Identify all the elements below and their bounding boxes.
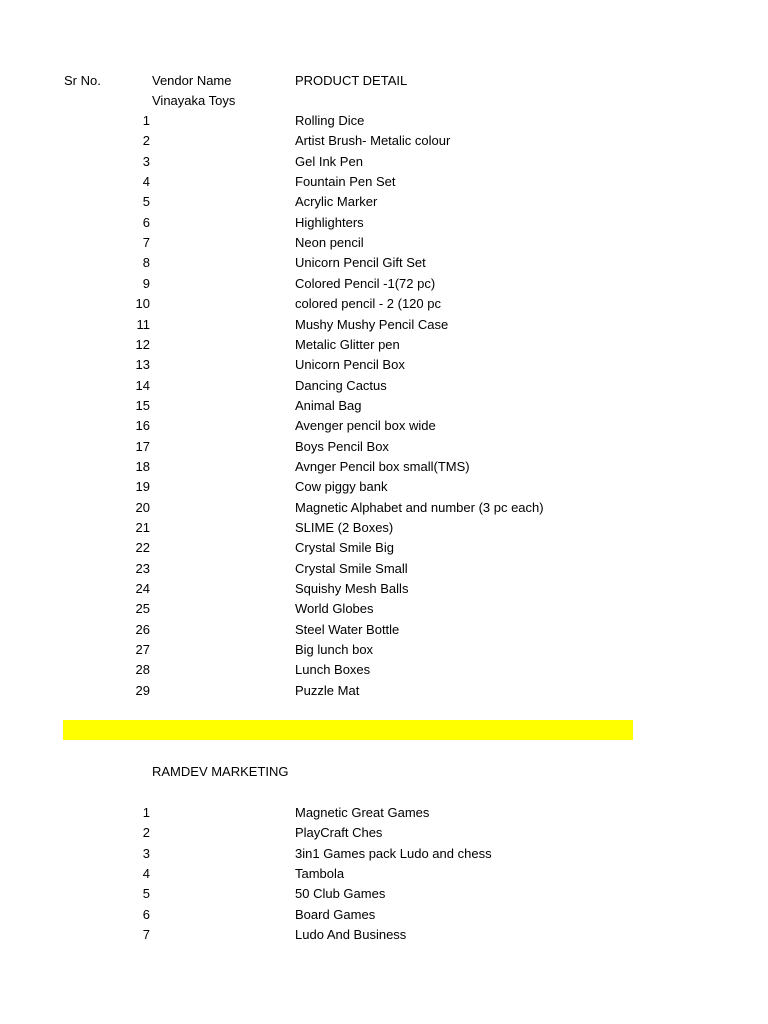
product-name: Unicorn Pencil Gift Set [295,255,426,271]
row-number: 6 [142,906,150,922]
table-row [0,274,768,294]
row-number: 17 [135,438,150,454]
vendor-row-vinayaka [0,91,768,111]
row-number: 2 [142,825,150,841]
table-row [0,294,768,314]
vendor-name: RAMDEV MARKETING [152,764,289,779]
row-number: 16 [135,418,150,434]
table-row [0,396,768,416]
table-row [0,437,768,457]
product-name: Puzzle Mat [295,682,360,698]
product-name: Board Games [295,906,376,922]
row-number: 26 [135,621,150,637]
product-name: Crystal Smile Small [295,560,408,576]
table-row [0,213,768,233]
table-row [0,660,768,680]
row-number: 28 [135,662,150,678]
product-name: Squishy Mesh Balls [295,581,409,597]
table-row [0,640,768,660]
table-row [0,823,768,843]
product-name: Colored Pencil -1(72 pc) [295,275,436,291]
table-row [0,457,768,477]
header-vendor-name: Vendor Name [152,73,232,88]
table-row [0,111,768,131]
row-number: 24 [135,581,150,597]
table-row [0,131,768,151]
highlight-bar [63,720,633,740]
table-row [0,498,768,518]
row-number: 3 [142,845,150,861]
row-number: 14 [135,377,150,393]
table-row [0,559,768,579]
product-name: Rolling Dice [295,113,365,128]
row-number: 10 [135,296,150,312]
table-row [0,864,768,884]
row-number: 4 [142,866,150,882]
product-name: Metalic Glitter pen [295,336,400,352]
product-name: PlayCraft Ches [295,825,383,841]
row-number: 6 [142,214,150,230]
product-name: Mushy Mushy Pencil Case [295,316,449,332]
product-name: Lunch Boxes [295,662,371,678]
row-number: 13 [135,357,150,373]
table-row [0,538,768,558]
product-name: Big lunch box [295,642,374,658]
row-number: 8 [142,255,150,271]
table-row [0,152,768,172]
row-number: 9 [142,275,150,291]
row-number: 1 [142,805,150,820]
table-row [0,579,768,599]
product-name: Unicorn Pencil Box [295,357,405,373]
row-number: 23 [135,560,150,576]
row-number: 7 [142,235,150,251]
row-number: 11 [136,316,150,332]
product-name: Magnetic Alphabet and number (3 pc each) [295,499,544,515]
table-row [0,416,768,436]
product-name: colored pencil - 2 (120 pc [295,296,441,312]
table-row [0,335,768,355]
row-number: 22 [135,540,150,556]
product-name: Artist Brush- Metalic colour [295,133,451,149]
table-row [0,172,768,192]
table-row [0,355,768,375]
table-row [0,518,768,538]
product-name: Tambola [295,866,345,882]
table-row [0,315,768,335]
product-name: Boys Pencil Box [295,438,389,454]
header-sr-no: Sr No. [64,73,101,88]
product-name: Steel Water Bottle [295,621,400,637]
vendor-row-ramdev [0,762,768,782]
table-row [0,477,768,497]
row-number: 5 [142,194,150,210]
table-row [0,620,768,640]
product-name: Animal Bag [295,397,362,413]
table-row [0,803,768,823]
row-number: 19 [135,479,150,495]
row-number: 1 [142,113,150,128]
header-row [0,71,768,91]
table-row [0,681,768,701]
row-number: 25 [135,601,150,617]
table-row [0,844,768,864]
product-name: Crystal Smile Big [295,540,394,556]
product-name: Avnger Pencil box small(TMS) [295,458,470,474]
table-row [0,192,768,212]
table-row [0,925,768,945]
product-name: Cow piggy bank [295,479,388,495]
product-name: World Globes [295,601,374,617]
row-number: 18 [135,458,150,474]
product-name: Fountain Pen Set [295,174,396,190]
product-name: Avenger pencil box wide [295,418,436,434]
row-number: 20 [135,499,150,515]
product-name: 50 Club Games [295,886,386,902]
row-number: 27 [135,642,150,658]
vendor-name: Vinayaka Toys [152,93,236,108]
product-name: Gel Ink Pen [295,153,363,169]
product-name: Acrylic Marker [295,194,378,210]
table-row [0,905,768,925]
product-name: SLIME (2 Boxes) [295,520,394,535]
row-number: 29 [135,682,150,698]
row-number: 5 [142,886,150,902]
product-name: Highlighters [295,214,364,230]
product-name: Ludo And Business [295,927,407,943]
table-row [0,376,768,396]
row-number: 15 [135,397,150,413]
product-name: 3in1 Games pack Ludo and chess [295,845,492,861]
product-name: Neon pencil [295,235,364,251]
row-number: 3 [142,153,150,169]
header-product-detail: PRODUCT DETAIL [295,73,408,88]
product-name: Magnetic Great Games [295,805,430,820]
row-number: 21 [135,520,150,535]
row-number: 12 [135,336,150,352]
table-row [0,233,768,253]
row-number: 2 [142,133,150,149]
table-row [0,253,768,273]
row-number: 4 [142,174,150,190]
table-row [0,599,768,619]
row-number: 7 [142,927,150,943]
product-name: Dancing Cactus [295,377,387,393]
table-row [0,884,768,904]
